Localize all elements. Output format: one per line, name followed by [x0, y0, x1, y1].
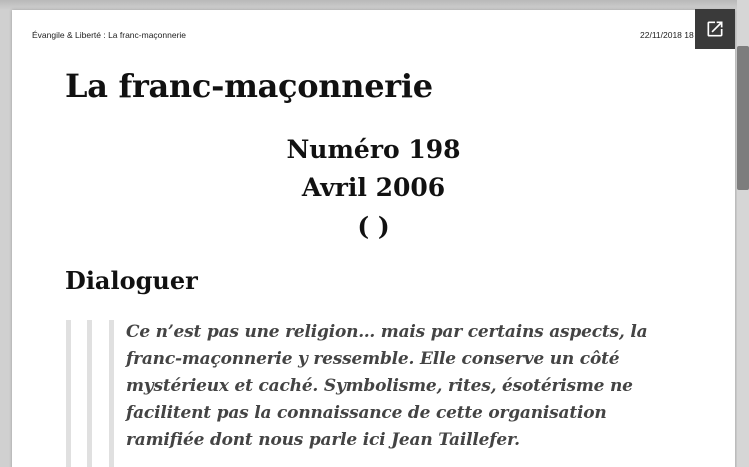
section-heading: Dialoguer — [65, 266, 198, 295]
open-in-new-icon — [705, 19, 725, 39]
quote-line: Ce n’est pas une religion… mais par certains aspects, la — [126, 322, 648, 342]
issue-date: Avril 2006 — [301, 173, 446, 202]
quote-line: franc-maçonnerie y ressemble. Elle conserve un côté — [126, 349, 620, 369]
quote-line: mystérieux et caché. Symbolisme, rites, ésotérisme ne — [126, 376, 633, 396]
quote-line: facilitent pas la connaissance de cette organisation — [126, 403, 607, 423]
issue-number: Numéro 198 — [286, 135, 461, 164]
page-header-date: 22/11/2018 18 — [640, 30, 694, 40]
document-page — [12, 10, 735, 467]
issue-parentheses: ( ) — [357, 212, 390, 241]
blockquote-bar — [87, 320, 92, 467]
blockquote-bar — [109, 320, 114, 467]
scrollbar-thumb[interactable] — [737, 46, 749, 190]
open-external-button[interactable] — [695, 9, 735, 49]
quote-line: ramifiée dont nous parle ici Jean Taillefer. — [126, 430, 520, 450]
document-title: La franc-maçonnerie — [65, 67, 433, 105]
viewer-top-shadow — [0, 0, 749, 10]
intro-blockquote — [126, 319, 686, 454]
blockquote-bar — [66, 320, 71, 467]
page-header-title: Évangile & Liberté : La franc-maçonnerie — [32, 30, 187, 40]
